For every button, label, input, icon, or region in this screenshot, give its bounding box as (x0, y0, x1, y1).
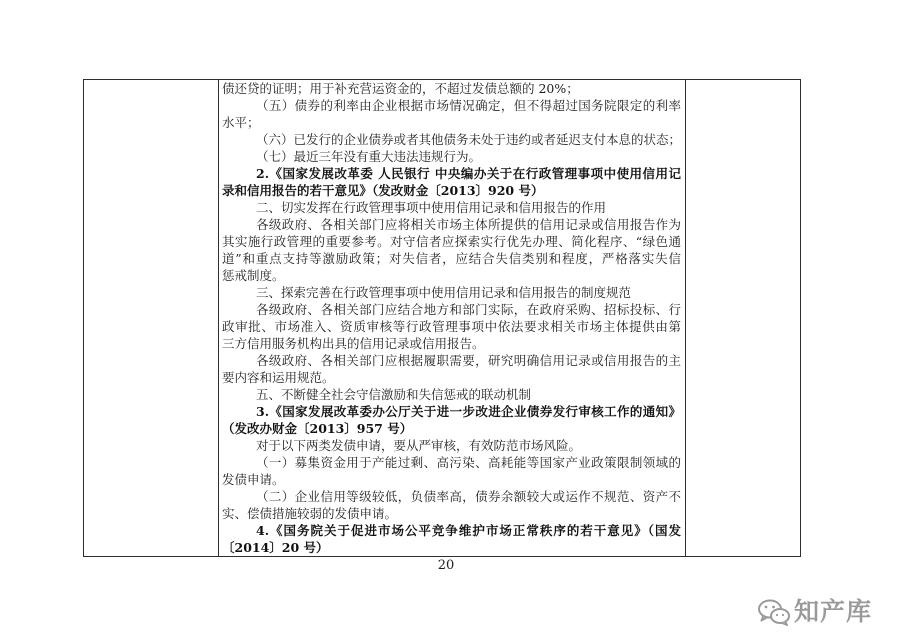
content-cell (218, 80, 686, 556)
paragraph-line: 政审批、市场准入、资质审核等行政管理事项中依法要求相关市场主体提供由第 (222, 319, 681, 334)
document-title-line: 录和信用报告的若干意见》（发改财金〔2013〕920 号） (222, 183, 544, 198)
paragraph-line: 对于以下两类发债申请，要从严审核，有效防范市场风险。 (256, 438, 582, 453)
document-title-line: 4.《国务院关于促进市场公平竞争维护市场正常秩序的若干意见》（国发 (256, 523, 681, 538)
list-item-line: （五）债券的利率由企业根据市场情况确定，但不得超过国务院限定的利率 (256, 98, 681, 113)
watermark-text: 知产库 (794, 597, 873, 626)
list-item-line: 发债申请。 (222, 472, 285, 487)
list-item-line: 水平； (222, 115, 260, 130)
paragraph-line: 各级政府、各相关部门应根据履职需要，研究明确信用记录或信用报告的主 (256, 353, 681, 368)
document-title-line: （发改办财金〔2013〕957 号） (222, 421, 413, 436)
list-item-line: 实、偿债措施较弱的发债申请。 (222, 506, 398, 521)
right-column-cell (686, 80, 800, 556)
section-heading-line: 二、切实发挥在行政管理事项中使用信用记录和信用报告的作用 (256, 200, 607, 215)
document-title-line: 〔2014〕20 号） (222, 540, 329, 555)
list-item-line: （六）已发行的企业债券或者其他债务未处于违约或者延迟支付本息的状态； (256, 132, 682, 147)
list-item-line: （一）募集资金用于产能过剩、高污染、高耗能等国家产业政策限制领域的 (256, 455, 681, 470)
continued-text-line: 债还贷的证明；用于补充营运资金的，不超过发债总额的 20%； (222, 81, 579, 96)
document-title-line: 3.《国家发展改革委办公厅关于进一步改进企业债券发行审核工作的通知》 (256, 404, 681, 419)
paragraph-line: 道”和重点支持等激励政策；对失信者，应结合失信类别和程度，严格落实失信 (222, 251, 681, 266)
wechat-icon (756, 597, 792, 627)
paragraph-line: 要内容和运用规范。 (222, 370, 335, 385)
paragraph-line: 各级政府、各相关部门应结合地方和部门实际，在政府采购、招标投标、行 (256, 302, 681, 317)
section-heading-line: 三、探索完善在行政管理事项中使用信用记录和信用报告的制度规范 (256, 285, 632, 300)
section-heading-line: 五、不断健全社会守信激励和失信惩戒的联动机制 (256, 387, 532, 402)
paragraph-line: 其实施行政管理的重要参考。对守信者应探索实行优先办理、简化程序、“绿色通 (222, 234, 681, 249)
paragraph-line: 三方信用服务机构出具的信用记录或信用报告。 (222, 336, 485, 351)
content-table (83, 79, 801, 557)
paragraph-line: 各级政府、各相关部门应将相关市场主体所提供的信用记录或信用报告作为 (256, 217, 681, 232)
page-number: 20 (437, 558, 455, 573)
list-item-line: （七）最近三年没有重大违法违规行为。 (256, 149, 482, 164)
document-title-line: 2.《国家发展改革委 人民银行 中央编办关于在行政管理事项中使用信用记 (256, 166, 681, 181)
left-column-cell (84, 80, 218, 556)
watermark (756, 596, 872, 628)
list-item-line: （二）企业信用等级较低，负债率高，债券余额较大或运作不规范、资产不 (256, 489, 681, 504)
paragraph-line: 惩戒制度。 (222, 268, 285, 283)
